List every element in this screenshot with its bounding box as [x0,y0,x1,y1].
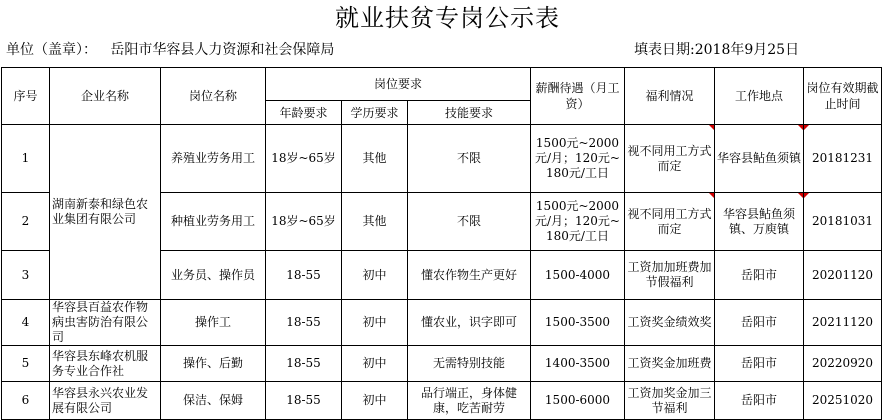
cell-deadline: 20251020 [804,382,882,420]
cell-deadline: 20201120 [804,251,882,300]
jobs-table [1,67,882,420]
unit-info [6,40,334,60]
cell-education: 初中 [342,251,408,300]
cell-deadline: 20181231 [804,125,882,193]
cell-position: 养殖业劳务用工 [161,125,266,193]
cell-age: 18岁~65岁 [266,193,342,251]
cell-welfare: 工资加奖金加三节福利 [625,382,715,420]
cell-location: 岳阳市 [715,346,804,382]
cell-location: 华容县鲇鱼须镇、万庾镇 [715,193,804,251]
cell-education: 其他 [342,125,408,193]
header-requirements: 岗位要求 [266,68,531,101]
cell-location: 岳阳市 [715,251,804,300]
cell-deadline: 20181031 [804,193,882,251]
cell-age: 18-55 [266,346,342,382]
cell-seq: 4 [2,300,50,346]
cell-skill: 无需特别技能 [408,346,531,382]
cell-salary: 1500元~2000元/月；120元~180元/工日 [531,193,625,251]
cell-age: 18-55 [266,300,342,346]
cell-location: 岳阳市 [715,300,804,346]
cell-skill: 品行端正，身体健康，吃苦耐劳 [408,382,531,420]
cell-seq: 3 [2,251,50,300]
cell-age: 18-55 [266,382,342,420]
fill-date: 填表日期:2018年9月25日 [634,42,800,58]
cell-welfare: 工资奖金加班费 [625,346,715,382]
cell-salary: 1400-3500 [531,346,625,382]
cell-deadline: 20220920 [804,346,882,382]
header-position: 岗位名称 [161,68,266,125]
cell-position: 操作工 [161,300,266,346]
header-age: 年龄要求 [266,101,342,125]
header-deadline: 岗位有效期截止时间 [804,68,882,125]
cell-welfare: 视不同用工方式而定 [625,125,715,193]
header-seq: 序号 [2,68,50,125]
cell-skill: 懂农作物生产更好 [408,251,531,300]
cell-seq: 2 [2,193,50,251]
header-location: 工作地点 [715,68,804,125]
cell-company: 华容县东峰农机服务专业合作社 [50,346,161,382]
cell-deadline: 20211120 [804,300,882,346]
cell-age: 18岁~65岁 [266,125,342,193]
table-row [2,125,882,193]
cell-skill: 懂农业，识字即可 [408,300,531,346]
cell-location: 岳阳市 [715,382,804,420]
table-row [2,300,882,346]
cell-skill: 不限 [408,125,531,193]
header-skill: 技能要求 [408,101,531,125]
cell-age: 18-55 [266,251,342,300]
cell-education: 其他 [342,193,408,251]
cell-welfare: 视不同用工方式而定 [625,193,715,251]
table-row [2,346,882,382]
header-education: 学历要求 [342,101,408,125]
cell-education: 初中 [342,382,408,420]
unit-name: 岳阳市华容县人力资源和社会保障局 [110,42,335,58]
cell-education: 初中 [342,300,408,346]
cell-company: 湖南新泰和绿色农业集团有限公司 [50,125,161,300]
header-salary: 薪酬待遇（月工资） [531,68,625,125]
cell-skill: 不限 [408,193,531,251]
cell-salary: 1500-4000 [531,251,625,300]
cell-welfare: 工资加加班费加节假福利 [625,251,715,300]
cell-location: 华容县鲇鱼须镇 [715,125,804,193]
page-title: 就业扶贫专岗公示表 [335,4,560,32]
cell-welfare: 工资奖金绩效奖 [625,300,715,346]
cell-seq: 6 [2,382,50,420]
cell-company: 华容县百益农作物病虫害防治有限公司 [50,300,161,346]
header-company: 企业名称 [50,68,161,125]
unit-label: 单位（盖章）： [6,42,97,58]
cell-seq: 1 [2,125,50,193]
cell-position: 种植业劳务用工 [161,193,266,251]
cell-salary: 1500-6000 [531,382,625,420]
cell-position: 保洁、保姆 [161,382,266,420]
cell-education: 初中 [342,346,408,382]
cell-salary: 1500元~2000元/月；120元~180元/工日 [531,125,625,193]
cell-company: 华容县永兴农业发展有限公司 [50,382,161,420]
cell-position: 业务员、操作员 [161,251,266,300]
cell-salary: 1500-3500 [531,300,625,346]
cell-seq: 5 [2,346,50,382]
table-row [2,382,882,420]
header-welfare: 福利情况 [625,68,715,125]
cell-position: 操作、后勤 [161,346,266,382]
